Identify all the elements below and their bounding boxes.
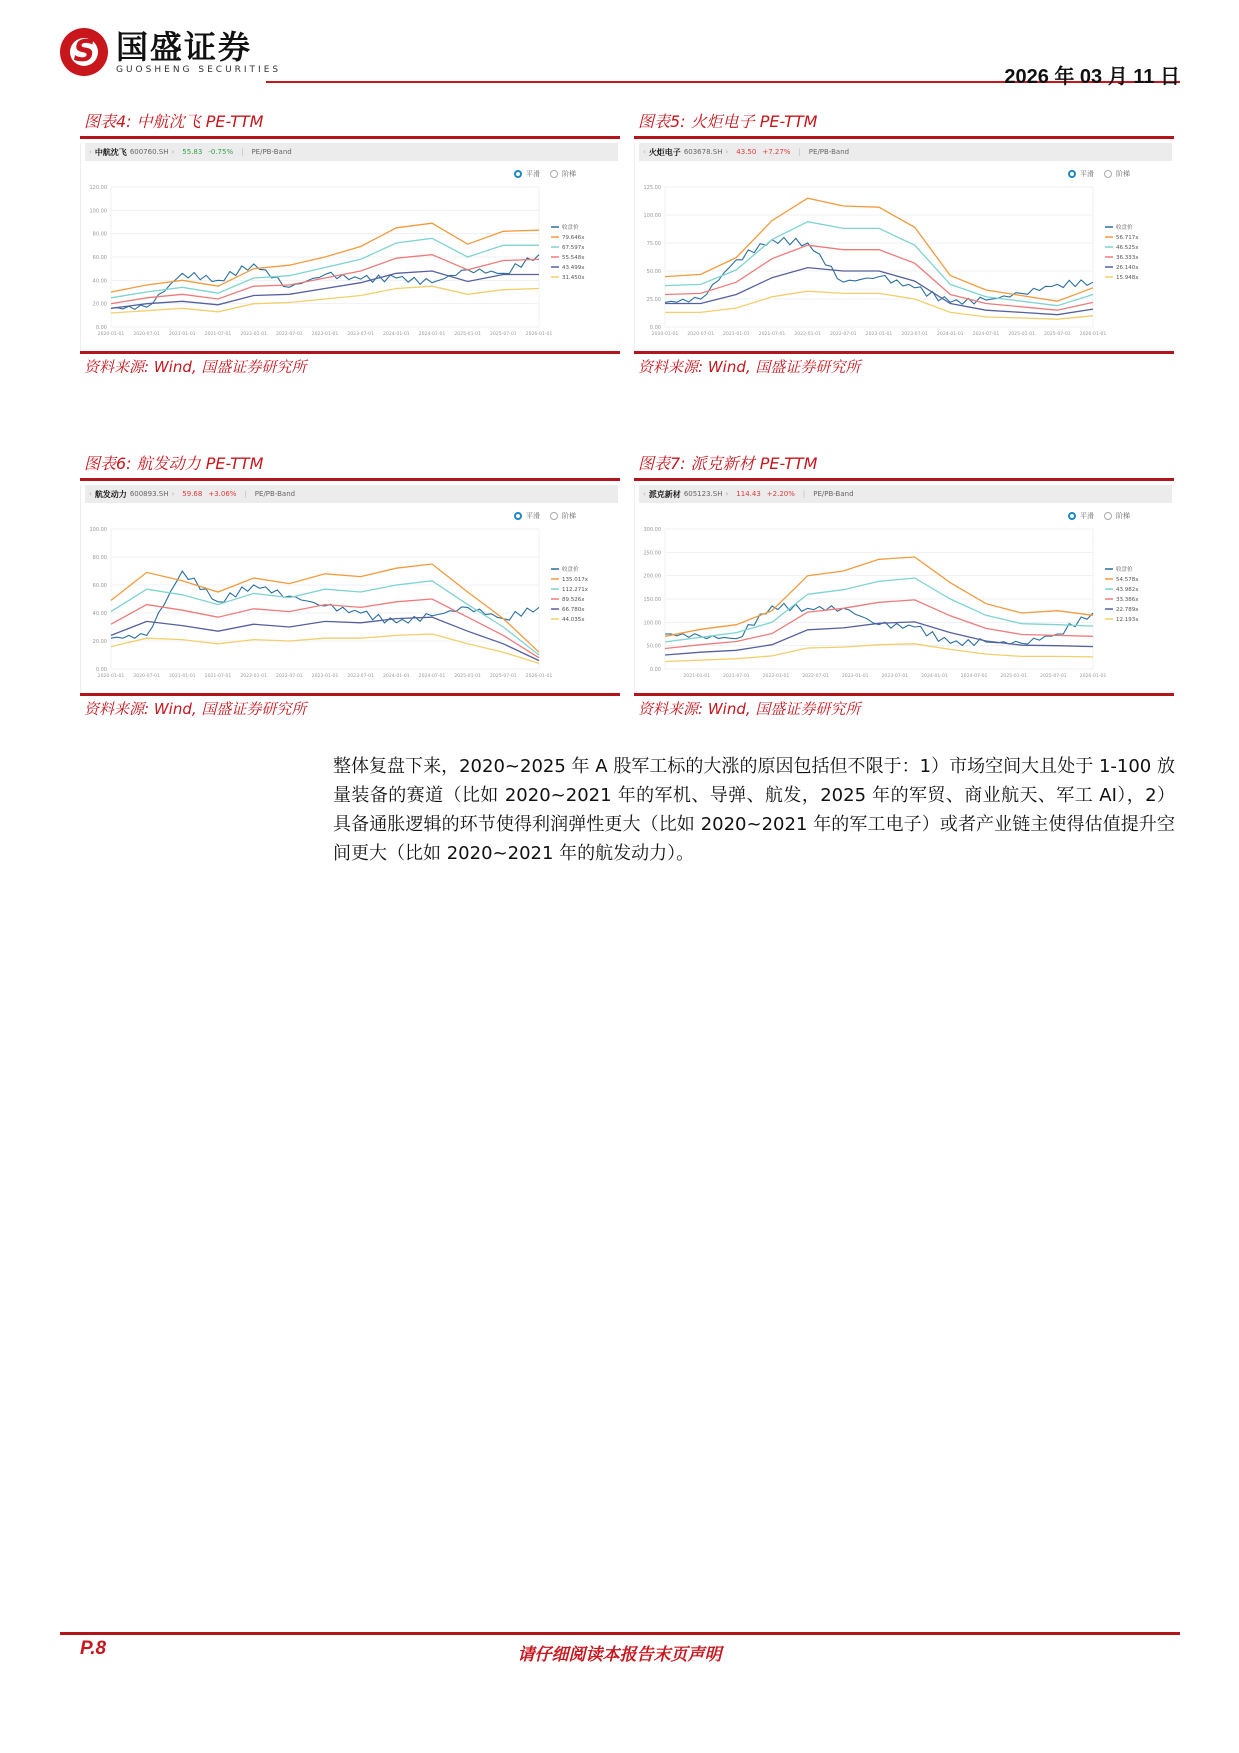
svg-text:2025-07-01: 2025-07-01 — [489, 674, 517, 679]
stock-price: 55.83 — [182, 148, 203, 156]
stock-name: 火炬电子 — [648, 147, 681, 157]
svg-text:200.00: 200.00 — [643, 573, 661, 580]
svg-text:2022-01-01: 2022-01-01 — [240, 674, 268, 679]
svg-text:2024-07-01: 2024-07-01 — [960, 674, 988, 679]
svg-text:2024-07-01: 2024-07-01 — [418, 332, 446, 337]
figure-title: 图表5: 火炬电子 PE-TTM — [638, 112, 818, 131]
svg-text:2023-07-01: 2023-07-01 — [347, 674, 375, 679]
legend-item: 收盘价 — [1116, 567, 1133, 573]
band-type-label: PE/PB-Band — [254, 490, 296, 498]
svg-text:2021-01-01: 2021-01-01 — [168, 332, 196, 337]
toolbar-separator: | — [802, 490, 806, 498]
stock-change: +3.06% — [208, 490, 237, 498]
svg-text:2023-07-01: 2023-07-01 — [347, 332, 375, 337]
svg-text:2025-07-01: 2025-07-01 — [1040, 674, 1067, 679]
chevron-left-icon[interactable]: ‹ — [89, 490, 92, 498]
legend-item: 56.717x — [1116, 235, 1139, 241]
svg-text:2022-01-01: 2022-01-01 — [794, 332, 822, 337]
legend-item: 31.450x — [562, 275, 585, 281]
stock-price: 114.43 — [736, 490, 761, 498]
svg-text:50.00: 50.00 — [646, 269, 661, 275]
svg-text:2023-07-01: 2023-07-01 — [881, 674, 909, 679]
svg-text:80.00: 80.00 — [92, 555, 107, 561]
chevron-right-icon[interactable]: › — [171, 490, 175, 498]
legend-item: 43.982x — [1116, 587, 1139, 593]
chevron-right-icon[interactable]: › — [171, 148, 175, 156]
svg-text:40.00: 40.00 — [92, 611, 107, 617]
svg-text:2024-01-01: 2024-01-01 — [921, 674, 948, 679]
legend-item: 15.948x — [1116, 275, 1139, 281]
svg-text:2022-07-01: 2022-07-01 — [275, 674, 303, 679]
figure-6 — [80, 450, 620, 722]
stock-change: +7.27% — [762, 148, 791, 156]
legend-item: 54.578x — [1116, 577, 1139, 583]
legend-item: 收盘价 — [562, 567, 579, 573]
svg-text:20.00: 20.00 — [92, 301, 107, 308]
figure-top-rule — [634, 478, 1174, 481]
figure-7 — [634, 450, 1174, 722]
svg-text:60.00: 60.00 — [92, 583, 107, 589]
pe-band-chart — [635, 177, 1173, 349]
radio-step-label: 阶梯 — [562, 512, 576, 520]
figure-source: 资料来源: Wind, 国盛证券研究所 — [84, 358, 307, 376]
legend-item: 36.333x — [1116, 255, 1139, 261]
svg-text:2021-07-01: 2021-07-01 — [204, 332, 232, 337]
svg-text:2025-01-01: 2025-01-01 — [454, 674, 482, 679]
svg-text:75.00: 75.00 — [646, 241, 661, 247]
legend-item: 44.035x — [562, 617, 585, 623]
radio-smooth-label: 平滑 — [526, 170, 540, 178]
svg-text:150.00: 150.00 — [643, 597, 661, 603]
band-type-label: PE/PB-Band — [251, 148, 292, 156]
svg-text:2024-07-01: 2024-07-01 — [418, 674, 446, 679]
svg-text:2025-07-01: 2025-07-01 — [489, 332, 517, 337]
svg-text:250.00: 250.00 — [643, 550, 661, 557]
svg-text:2021-07-01: 2021-07-01 — [204, 674, 232, 679]
svg-text:2022-07-01: 2022-07-01 — [829, 332, 857, 337]
svg-text:2024-01-01: 2024-01-01 — [382, 332, 410, 337]
svg-text:50.00: 50.00 — [646, 643, 661, 650]
stock-name: 航发动力 — [94, 489, 127, 499]
company-logo — [60, 28, 281, 76]
svg-text:2025-01-01: 2025-01-01 — [1008, 332, 1036, 337]
stock-price: 59.68 — [182, 490, 203, 498]
legend-item: 55.548x — [562, 255, 585, 261]
svg-text:2022-07-01: 2022-07-01 — [802, 674, 829, 679]
svg-text:2021-07-01: 2021-07-01 — [722, 674, 750, 679]
toolbar-separator: | — [241, 148, 244, 156]
svg-text:0.00: 0.00 — [95, 325, 107, 331]
svg-text:2020-01-01: 2020-01-01 — [97, 332, 125, 337]
svg-text:2022-01-01: 2022-01-01 — [762, 674, 790, 679]
svg-text:2026-01-01: 2026-01-01 — [1079, 674, 1107, 679]
stock-toolbar — [639, 143, 1172, 161]
figure-4 — [80, 108, 620, 380]
chevron-right-icon[interactable]: › — [725, 490, 729, 498]
legend-item: 22.789x — [1116, 607, 1139, 613]
svg-text:60.00: 60.00 — [92, 255, 107, 261]
footer-divider — [60, 1632, 1180, 1635]
svg-text:2020-07-01: 2020-07-01 — [133, 332, 161, 337]
legend-item: 89.526x — [562, 597, 585, 603]
toolbar-separator: | — [798, 148, 801, 156]
svg-text:80.00: 80.00 — [92, 231, 107, 238]
svg-text:2021-07-01: 2021-07-01 — [758, 332, 786, 337]
svg-text:100.00: 100.00 — [643, 620, 661, 627]
stock-code: 600760.SH — [129, 148, 169, 156]
figure-top-rule — [80, 136, 620, 139]
svg-text:2026-01-01: 2026-01-01 — [525, 332, 553, 337]
stock-change: +2.20% — [766, 490, 795, 498]
legend-item: 79.646x — [562, 235, 585, 241]
figure-title: 图表4: 中航沈飞 PE-TTM — [84, 112, 264, 131]
legend-item: 33.386x — [1116, 597, 1139, 603]
svg-text:2020-07-01: 2020-07-01 — [687, 332, 715, 337]
figure-5 — [634, 108, 1174, 380]
chevron-left-icon[interactable]: ‹ — [89, 148, 92, 156]
svg-text:125.00: 125.00 — [643, 185, 661, 191]
svg-text:2025-01-01: 2025-01-01 — [454, 332, 482, 337]
svg-text:20.00: 20.00 — [92, 639, 107, 645]
stock-toolbar — [639, 485, 1172, 503]
figure-top-rule — [80, 478, 620, 481]
stock-code: 603678.SH — [683, 148, 723, 156]
svg-text:2022-01-01: 2022-01-01 — [240, 332, 268, 337]
legend-item: 收盘价 — [1116, 225, 1133, 231]
page-header — [60, 28, 1180, 86]
report-date: 2026 年 03 月 11 日 — [1004, 66, 1180, 88]
logo-icon — [60, 28, 108, 76]
page-number: P.8 — [80, 1638, 107, 1659]
svg-text:2023-01-01: 2023-01-01 — [311, 674, 339, 679]
chevron-left-icon[interactable]: ‹ — [643, 490, 646, 498]
stock-toolbar — [85, 143, 618, 161]
svg-text:2026-01-01: 2026-01-01 — [525, 674, 553, 679]
legend-item: 66.780x — [562, 607, 585, 613]
legend-item: 收盘价 — [562, 225, 579, 231]
svg-text:2026-01-01: 2026-01-01 — [1079, 332, 1107, 337]
chart-panel — [80, 143, 620, 351]
svg-text:2020-01-01: 2020-01-01 — [97, 674, 125, 679]
svg-text:0.00: 0.00 — [649, 667, 661, 673]
stock-toolbar — [85, 485, 618, 503]
legend-item: 67.597x — [562, 245, 585, 251]
svg-text:2021-01-01: 2021-01-01 — [168, 674, 196, 679]
figure-top-rule — [634, 136, 1174, 139]
radio-smooth-label: 平滑 — [526, 512, 540, 520]
svg-text:0.00: 0.00 — [95, 667, 107, 673]
chevron-right-icon[interactable]: › — [725, 148, 729, 156]
svg-text:2024-07-01: 2024-07-01 — [972, 332, 1000, 337]
svg-text:2024-01-01: 2024-01-01 — [936, 332, 964, 337]
pe-band-chart — [81, 519, 619, 691]
chart-panel — [80, 485, 620, 693]
legend-item: 112.271x — [562, 587, 588, 593]
legend-item: 46.525x — [1116, 245, 1139, 251]
stock-change: -0.75% — [208, 148, 234, 156]
figure-source: 资料来源: Wind, 国盛证券研究所 — [84, 700, 307, 718]
svg-text:2021-01-01: 2021-01-01 — [722, 332, 750, 337]
svg-text:100.00: 100.00 — [643, 213, 661, 219]
svg-text:40.00: 40.00 — [92, 278, 107, 285]
toolbar-separator: | — [244, 490, 247, 498]
svg-text:2025-01-01: 2025-01-01 — [1000, 674, 1028, 679]
legend-item: 135.017x — [562, 577, 588, 583]
logo-en: GUOSHENG SECURITIES — [116, 65, 282, 75]
svg-text:0.00: 0.00 — [649, 325, 661, 331]
radio-smooth-label: 平滑 — [1080, 170, 1094, 178]
radio-smooth-label: 平滑 — [1080, 512, 1094, 520]
svg-text:2024-01-01: 2024-01-01 — [382, 674, 410, 679]
svg-text:2023-01-01: 2023-01-01 — [841, 674, 869, 679]
svg-text:2023-07-01: 2023-07-01 — [901, 332, 929, 337]
svg-text:25.00: 25.00 — [646, 297, 661, 303]
svg-text:2021-01-01: 2021-01-01 — [683, 674, 711, 679]
chevron-left-icon[interactable]: ‹ — [643, 148, 646, 156]
chart-panel — [634, 143, 1174, 351]
pe-band-chart — [81, 177, 619, 349]
svg-text:300.00: 300.00 — [643, 527, 661, 533]
stock-code: 600893.SH — [129, 490, 169, 498]
band-type-label: PE/PB-Band — [808, 148, 850, 156]
figure-title: 图表7: 派克新材 PE-TTM — [638, 454, 818, 473]
chart-panel — [634, 485, 1174, 693]
radio-step-label: 阶梯 — [1116, 170, 1130, 178]
svg-text:2020-01-01: 2020-01-01 — [651, 332, 679, 337]
svg-text:100.00: 100.00 — [89, 527, 107, 533]
band-type-label: PE/PB-Band — [813, 490, 854, 498]
svg-text:100.00: 100.00 — [89, 208, 107, 215]
figure-source: 资料来源: Wind, 国盛证券研究所 — [638, 358, 861, 376]
svg-text:2025-07-01: 2025-07-01 — [1043, 332, 1071, 337]
figure-title: 图表6: 航发动力 PE-TTM — [84, 454, 264, 473]
logo-cn: 国盛证券 — [116, 28, 253, 66]
body-paragraph: 整体复盘下来，2020~2025 年 A 股军工标的大涨的原因包括但不限于：1）市场空间大且处于 1-100 放量装备的赛道（比如 2020~2021 年的军机、导弹、航发，2025 年的军贸、商业航天、军工 AI），2）具备通胀逻辑的环节使得利润弹性更大（比如 2020~2021 年的军工电子）或者产业链主使得估值提升空间更大（比如 2020~2021 年的航发动力）。 — [333, 756, 1175, 864]
radio-step-label: 阶梯 — [1116, 512, 1130, 520]
disclaimer: 请仔细阅读本报告末页声明 — [517, 1645, 722, 1665]
stock-price: 43.50 — [736, 148, 757, 156]
stock-code: 605123.SH — [683, 490, 723, 498]
figure-source: 资料来源: Wind, 国盛证券研究所 — [638, 700, 861, 718]
pe-band-chart — [635, 519, 1173, 691]
legend-item: 43.499x — [562, 265, 585, 271]
svg-text:120.00: 120.00 — [89, 185, 107, 191]
stock-name: 中航沈飞 — [94, 147, 127, 157]
legend-item: 26.140x — [1116, 265, 1139, 271]
radio-step-label: 阶梯 — [562, 170, 576, 178]
stock-name: 派克新材 — [648, 489, 681, 499]
svg-text:2020-07-01: 2020-07-01 — [133, 674, 161, 679]
legend-item: 12.193x — [1116, 617, 1139, 623]
svg-text:2022-07-01: 2022-07-01 — [275, 332, 303, 337]
svg-text:2023-01-01: 2023-01-01 — [311, 332, 339, 337]
svg-text:2023-01-01: 2023-01-01 — [865, 332, 893, 337]
